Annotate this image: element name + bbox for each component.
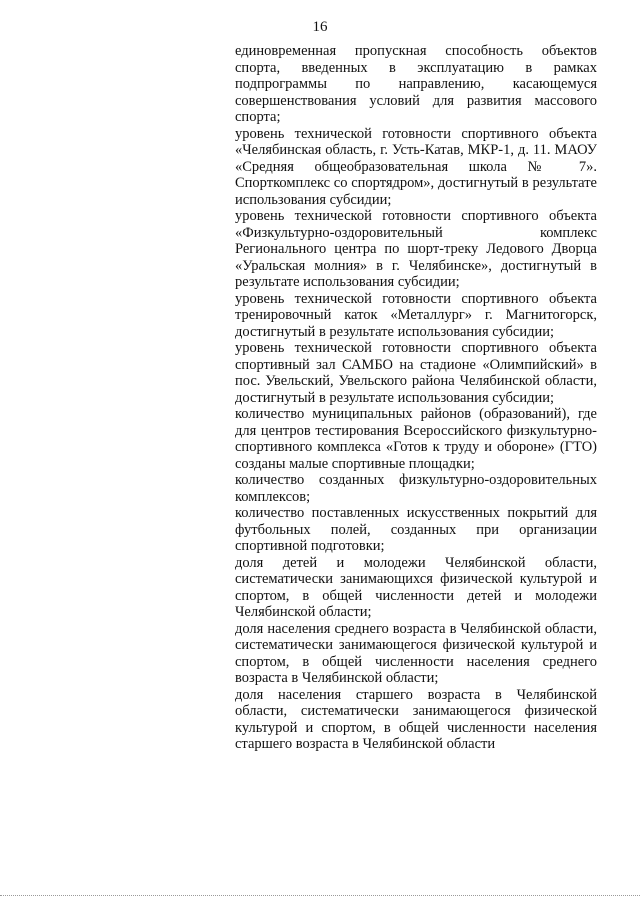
list-item: количество поставленных искусственных покрытий для футбольных полей, созданных при организации спортивной подготовки; (235, 505, 597, 554)
footer-divider (0, 895, 640, 897)
list-item: доля населения старшего возраста в Челябинской области, систематически занимающегося физической культурой и спортом, в общей численности населения старшего возраста в Челябинской области (235, 686, 597, 752)
list-item: доля детей и молодежи Челябинской области, систематически занимающихся физической культурой и спортом, в общей численности детей и молодежи Челябинской области; (235, 554, 597, 620)
list-item: количество созданных физкультурно-оздоровительных комплексов; (235, 472, 597, 505)
list-item: уровень технической готовности спортивного объекта «Челябинская область, г. Усть-Катав, МКР-1, д. 11. МАОУ «Средняя общеобразовательная школа № 7». Спорткомплекс со спортядром», достигнутый в результате использования субсидии; (235, 125, 597, 208)
indicator-list (235, 43, 597, 753)
page-number: 16 (312, 19, 328, 35)
list-item: уровень технической готовности спортивного объекта тренировочный каток «Металлург» г. Магнитогорск, достигнутый в результате использования субсидии; (235, 290, 597, 340)
list-item: уровень технической готовности спортивного объекта спортивный зал САМБО на стадионе «Олимпийский» в пос. Увельский, Увельского района Челябинской области, достигнутый в результате использования субсидии; (235, 340, 597, 406)
list-item: единовременная пропускная способность объектов спорта, введенных в эксплуатацию в рамках подпрограммы по направлению, касающемуся совершенствования условий для развития массового спорта; (235, 43, 597, 125)
list-item: уровень технической готовности спортивного объекта «Физкультурно-оздоровительный комплекс Регионального центра по шорт-треку Ледового Дворца «Уральская молния» в г. Челябинске», достигнутый в результате использования субсидии; (235, 208, 597, 290)
list-item: доля населения среднего возраста в Челябинской области, систематически занимающегося физической культурой и спортом, в общей численности населения среднего возраста в Челябинской области; (235, 620, 597, 686)
list-item: количество муниципальных районов (образований), где для центров тестирования Всероссийского физкультурно-спортивного комплекса «Готов к труду и обороне» (ГТО) созданы малые спортивные площадки; (235, 406, 597, 472)
